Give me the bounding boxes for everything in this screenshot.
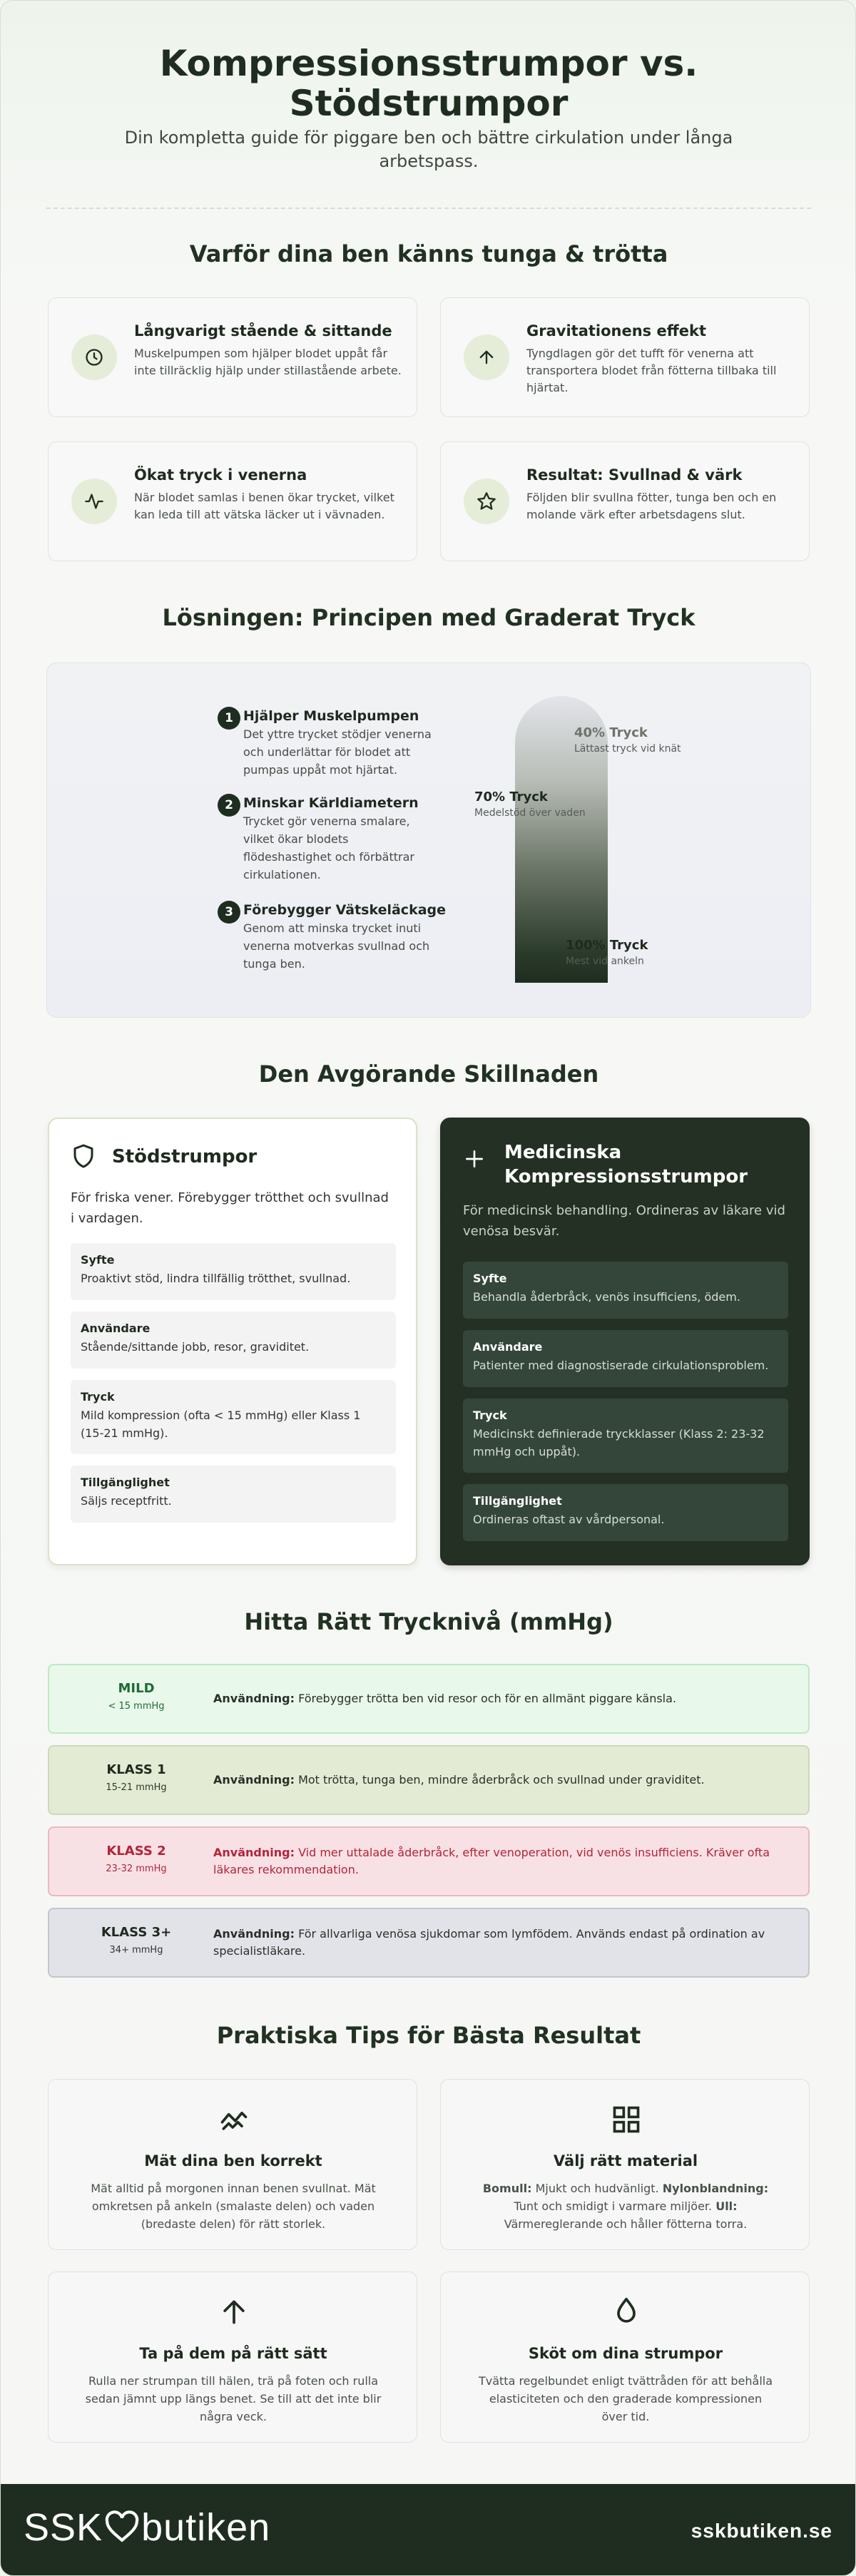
info-row-users bbox=[463, 1330, 788, 1387]
material-name: Bomull: bbox=[482, 2182, 532, 2195]
why-heading: Varför dina ben känns tunga & trötta bbox=[189, 240, 668, 267]
card-title: Stödstrumpor bbox=[112, 1146, 258, 1167]
usage-label: Användning: bbox=[213, 1692, 295, 1705]
card-description: För medicinsk behandling. Ordineras av läkare vid venösa besvär. bbox=[463, 1203, 785, 1239]
levels-heading: Hitta Rätt Trycknivå (mmHg) bbox=[244, 1608, 613, 1635]
step-text: Trycket gör venerna smalare, vilket ökar blodets flödeshastighet och förbättrar cirkulationen. bbox=[243, 814, 414, 881]
row-text: Proaktivt stöd, lindra tillfällig trötthet, svullnad. bbox=[81, 1272, 351, 1285]
arrow-up-icon bbox=[218, 2296, 250, 2328]
material-text: Tunt och smidigt i varmare miljöer. bbox=[514, 2199, 716, 2213]
support-stockings-card bbox=[48, 1118, 417, 1565]
plus-icon bbox=[463, 1148, 486, 1173]
usage-label: Användning: bbox=[213, 1846, 295, 1859]
level-usage bbox=[213, 1747, 784, 1814]
difference-heading: Den Avgörande Skillnaden bbox=[258, 1060, 599, 1088]
medical-stockings-card bbox=[440, 1118, 810, 1565]
usage-label: Användning: bbox=[213, 1927, 295, 1941]
pressure-label-knee bbox=[574, 725, 681, 755]
solution-heading: Lösningen: Principen med Graderat Tryck bbox=[162, 604, 696, 631]
step-2 bbox=[225, 794, 479, 884]
pressure-value: 70% Tryck bbox=[474, 789, 548, 804]
step-3 bbox=[225, 901, 479, 973]
pulse-icon bbox=[71, 479, 117, 524]
logo-text-right: butiken bbox=[141, 2506, 271, 2549]
row-label: Användare bbox=[473, 1340, 543, 1354]
tip-text bbox=[477, 2179, 775, 2233]
card-title: Långvarigt stående & sittande bbox=[134, 322, 392, 339]
pressure-note: Mest vid ankeln bbox=[566, 956, 644, 967]
level-class-1 bbox=[48, 1745, 810, 1815]
card-title: Resultat: Svullnad & värk bbox=[526, 466, 743, 484]
star-icon bbox=[464, 479, 509, 524]
row-text: Patienter med diagnostiserade cirkulationsproblem. bbox=[473, 1359, 769, 1372]
info-row-pressure bbox=[463, 1399, 788, 1473]
tips-heading: Praktiska Tips för Bästa Resultat bbox=[216, 2022, 641, 2049]
shield-icon bbox=[71, 1143, 96, 1172]
pressure-label-ankle bbox=[566, 938, 648, 967]
row-text: Ordineras oftast av vårdpersonal. bbox=[473, 1513, 665, 1526]
step-number: 2 bbox=[218, 794, 240, 817]
card-title: Gravitationens effekt bbox=[526, 322, 706, 339]
usage-text: Vid mer uttalade åderbråck, efter venoperation, vid venös insufficiens. Kräver ofta läkares rekommendation. bbox=[213, 1846, 770, 1876]
step-text: Det yttre trycket stödjer venerna och underlättar för blodet att pumpas uppåt mot hjärtat. bbox=[243, 727, 432, 777]
tip-title: Ta på dem på rätt sätt bbox=[139, 2345, 327, 2362]
card-text: Tyngdlagen gör det tufft för venerna att transportera blodet från fötterna tillbaka till hjärtat. bbox=[526, 347, 777, 394]
level-usage bbox=[213, 1909, 784, 1976]
website-link[interactable]: sskbutiken.se bbox=[691, 2520, 832, 2542]
usage-text: För allvarliga venösa sjukdomar som lymfödem. Används endast på ordination av specialistläkare. bbox=[213, 1927, 765, 1958]
row-text: Stående/sittande jobb, resor, graviditet. bbox=[81, 1340, 310, 1354]
why-card-gravity bbox=[440, 297, 810, 417]
level-usage bbox=[213, 1828, 784, 1895]
card-title: Ökat tryck i venerna bbox=[134, 466, 307, 484]
row-text: Säljs receptfritt. bbox=[81, 1494, 172, 1508]
ruler-icon bbox=[218, 2104, 250, 2135]
usage-label: Användning: bbox=[213, 1773, 295, 1787]
drop-icon bbox=[611, 2296, 642, 2328]
card-description: För friska vener. Förebygger trötthet och svullnad i vardagen. bbox=[71, 1190, 389, 1226]
pressure-value: 40% Tryck bbox=[574, 725, 648, 740]
heart-icon bbox=[104, 2509, 140, 2545]
why-card-pressure bbox=[48, 441, 417, 561]
arrow-up-icon bbox=[464, 334, 509, 380]
pressure-value: 100% Tryck bbox=[566, 938, 648, 953]
step-text: Genom att minska trycket inuti venerna motverkas svullnad och tunga ben. bbox=[243, 921, 430, 971]
tip-material bbox=[440, 2079, 810, 2250]
level-mild bbox=[48, 1664, 810, 1734]
card-title: Medicinska Kompressionsstrumpor bbox=[504, 1142, 748, 1187]
row-label: Syfte bbox=[81, 1253, 115, 1267]
row-label: Tillgänglighet bbox=[81, 1476, 170, 1489]
material-name: Ull: bbox=[715, 2199, 738, 2213]
level-name: KLASS 3+ bbox=[101, 1925, 172, 1940]
tip-text: Mät alltid på morgonen innan benen svullnat. Mät omkretsen på ankeln (smalaste delen) och vaden (bredaste delen) för rätt storlek. bbox=[91, 2182, 376, 2231]
card-text: När blodet samlas i benen ökar trycket, vilket kan leda till att vätska läcker ut i vävnaden. bbox=[134, 491, 394, 521]
tip-put-on bbox=[48, 2271, 417, 2443]
card-text: Muskelpumpen som hjälper blodet uppåt får inte tillräcklig hjälp under stillastående arbete. bbox=[134, 347, 402, 377]
info-row-pressure bbox=[71, 1380, 396, 1454]
info-row-purpose bbox=[463, 1262, 788, 1319]
pressure-label-calf bbox=[474, 789, 586, 819]
why-card-result bbox=[440, 441, 810, 561]
logo-text-left: SSK bbox=[24, 2506, 103, 2549]
tip-title: Mät dina ben korrekt bbox=[144, 2152, 322, 2169]
row-label: Tryck bbox=[473, 1409, 507, 1422]
step-number: 3 bbox=[218, 901, 240, 924]
row-text: Mild kompression (ofta < 15 mmHg) eller Klass 1 (15-21 mmHg). bbox=[81, 1409, 361, 1440]
tip-text: Rulla ner strumpan till hälen, trä på foten och rulla sedan jämnt upp längs benet. Se till att det inte blir några veck. bbox=[85, 2374, 382, 2423]
row-label: Tillgänglighet bbox=[473, 1494, 562, 1508]
step-1 bbox=[225, 707, 479, 779]
step-number: 1 bbox=[218, 707, 240, 730]
grid-icon bbox=[611, 2104, 642, 2135]
pressure-note: Lättast tryck vid knät bbox=[574, 743, 681, 755]
info-row-availability bbox=[71, 1466, 396, 1523]
clock-icon bbox=[71, 334, 117, 380]
level-name: KLASS 1 bbox=[106, 1762, 166, 1777]
tip-title: Sköt om dina strumpor bbox=[528, 2345, 723, 2362]
level-usage bbox=[213, 1665, 784, 1732]
footer bbox=[1, 2484, 856, 2576]
level-class-3 bbox=[48, 1908, 810, 1978]
step-title: Förebygger Vätskeläckage bbox=[243, 902, 447, 918]
level-name: KLASS 2 bbox=[106, 1844, 166, 1859]
level-class-2 bbox=[48, 1826, 810, 1896]
row-label: Syfte bbox=[473, 1272, 507, 1285]
material-name: Nylonblandning: bbox=[662, 2182, 769, 2195]
level-range: 15-21 mmHg bbox=[106, 1782, 167, 1793]
brand-logo bbox=[24, 2505, 270, 2550]
row-label: Tryck bbox=[81, 1390, 115, 1404]
level-name: MILD bbox=[118, 1681, 155, 1696]
level-range: 34+ mmHg bbox=[109, 1945, 163, 1956]
info-row-availability bbox=[463, 1484, 788, 1541]
tip-text: Tvätta regelbundet enligt tvättråden för att behålla elasticiteten och den graderade kompressionen över tid. bbox=[478, 2374, 773, 2423]
why-card-standing bbox=[48, 297, 417, 417]
pressure-note: Medelstöd över vaden bbox=[474, 807, 586, 819]
usage-text: Förebygger trötta ben vid resor och för en allmänt piggare känsla. bbox=[298, 1692, 676, 1705]
tip-care bbox=[440, 2271, 810, 2443]
usage-text: Mot trötta, tunga ben, mindre åderbråck och svullnad under graviditet. bbox=[298, 1773, 705, 1787]
page-subtitle: Din kompletta guide för piggare ben och bättre cirkulation under långa arbetspass. bbox=[124, 128, 733, 171]
card-text: Följden blir svullna fötter, tunga ben och en molande värk efter arbetsdagens slut. bbox=[526, 491, 777, 521]
level-range: < 15 mmHg bbox=[108, 1701, 165, 1712]
material-text: Mjukt och hudvänligt. bbox=[531, 2182, 663, 2195]
step-title: Minskar Kärldiametern bbox=[243, 795, 419, 811]
info-row-purpose bbox=[71, 1243, 396, 1300]
divider bbox=[46, 208, 811, 209]
tip-measure bbox=[48, 2079, 417, 2250]
step-title: Hjälper Muskelpumpen bbox=[243, 708, 419, 724]
row-label: Användare bbox=[81, 1322, 151, 1335]
row-text: Behandla åderbråck, venös insufficiens, ödem. bbox=[473, 1290, 740, 1304]
info-row-users bbox=[71, 1312, 396, 1369]
page-title: Kompressionsstrumpor vs. Stödstrumpor bbox=[159, 43, 698, 124]
row-text: Medicinskt definierade tryckklasser (Klass 2: 23-32 mmHg och uppåt). bbox=[473, 1427, 765, 1458]
level-range: 23-32 mmHg bbox=[106, 1864, 167, 1874]
tip-title: Välj rätt material bbox=[553, 2152, 698, 2169]
material-text: Värmereglerande och håller fötterna torra. bbox=[504, 2217, 748, 2231]
